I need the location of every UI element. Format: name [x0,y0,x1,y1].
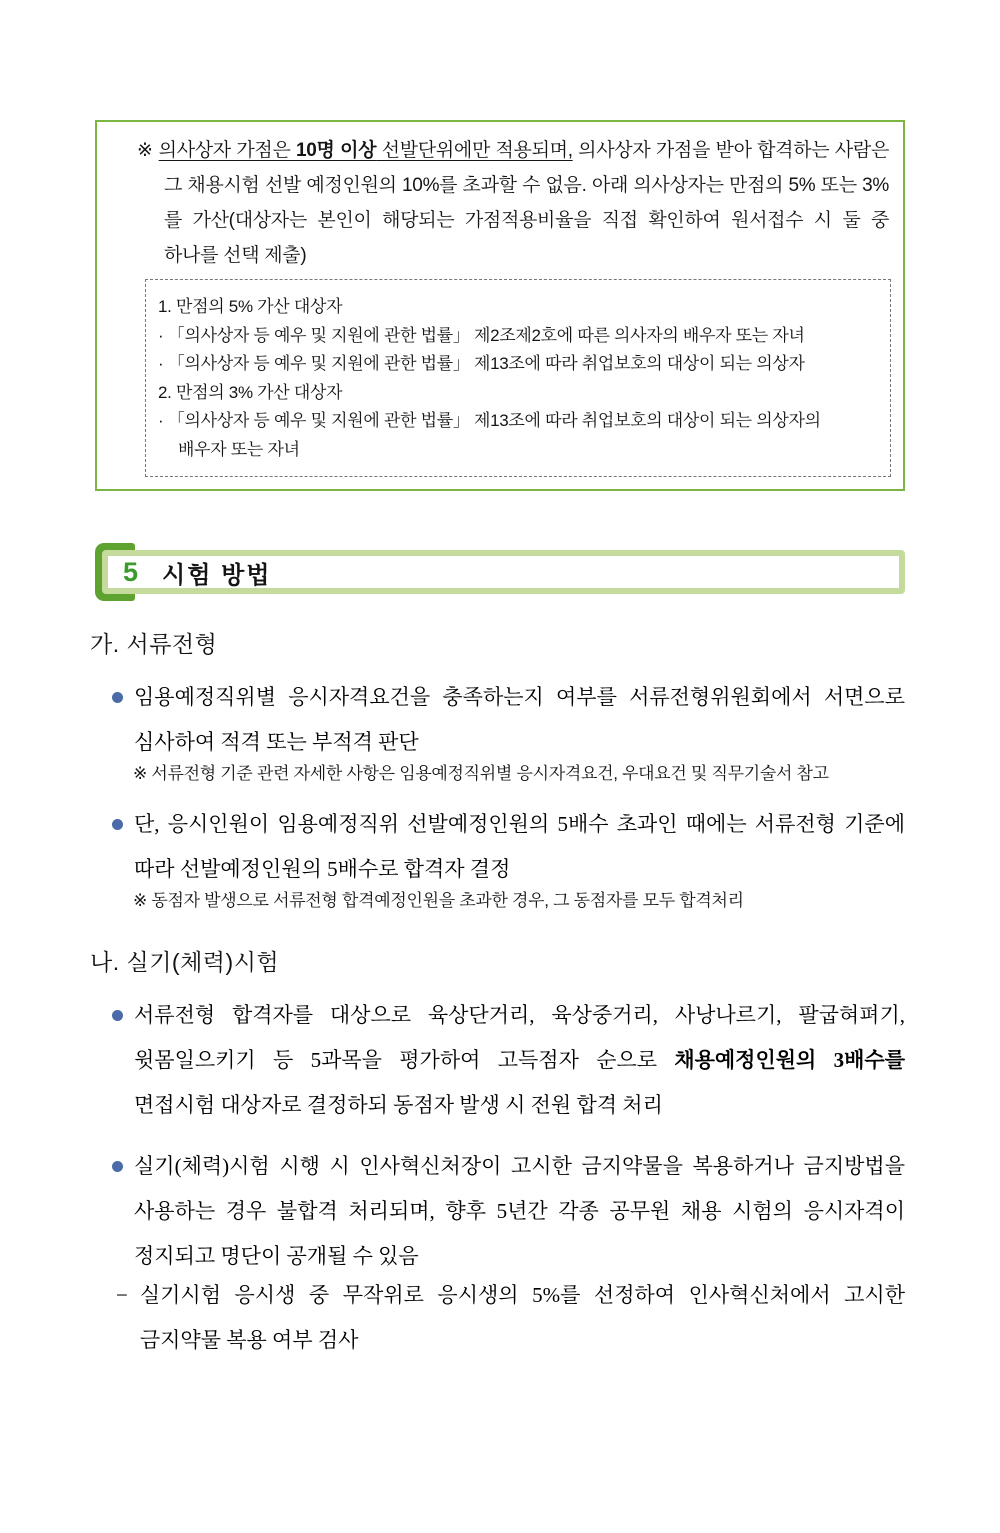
reference-note: ※ 동점자 발생으로 서류전형 합격예정인원을 초과한 경우, 그 동점자를 모두 합격처리 [133,891,744,910]
detail-line-4: 2. 만점의 3% 가산 대상자 [158,382,343,402]
underlined-text-tail: 선발단위에만 적용되며, [376,140,573,161]
detail-line-1: 1. 만점의 5% 가산 대상자 [158,297,343,316]
bullet-text-post: 면접시험 대상자로 결정하되 동점자 발생 시 전원 합격 처리 [134,1093,663,1117]
bullet-item [112,993,905,1128]
bullet-dot-icon [112,1010,123,1021]
detail-line-3: · 「의사상자 등 예우 및 지원에 관한 법률」 제13조에 따라 취업보호의 대상이 되는 의상자 [158,354,805,373]
dash-mark: − [116,1283,128,1307]
reference-mark: ※ [137,140,154,161]
underlined-bold-text: 10명 이상 [296,140,377,161]
bullet-item [112,1144,905,1279]
subsection-heading-physical-test: 나. 실기(체력)시험 [90,949,280,975]
bullet-text: 실기(체력)시험 시행 시 인사혁신처장이 고시한 금지약물을 복용하거나 금지방법을 사용하는 경우 불합격 처리되며, 향후 5년간 각종 공무원 채용 시험의 응시자격이 정지되고 명단이 공개될 수 있음 [134,1154,905,1268]
bullet-text: 임용예정직위별 응시자격요건을 충족하는지 여부를 서류전형위원회에서 서면으로 심사하여 적격 또는 부적격 판단 [134,685,905,754]
section-header [95,543,905,601]
bullet-text-bold: 채용예정인원의 3배수를 [674,1048,905,1072]
subsection-heading-document-screening: 가. 서류전형 [90,631,218,657]
bullet-dot-icon [112,1161,123,1172]
bullet-dot-icon [112,819,123,830]
detail-line-5: · 「의사상자 등 예우 및 지원에 관한 법률」 제13조에 따라 취업보호의 대상이 되는 의상자의 [158,411,821,430]
detail-line-6: 배우자 또는 자녀 [178,439,300,459]
bullet-text: 단, 응시인원이 임용예정직위 선발예정인원의 5배수 초과인 때에는 서류전형 기준에 따라 선발예정인원의 5배수로 합격자 결정 [134,812,905,881]
underlined-text: 의사상자 가점은 [158,140,296,161]
bullet-dot-icon [112,692,123,703]
dash-subitem-text: 실기시험 응시생 중 무작위로 응시생의 5%를 선정하여 인사혁신처에서 고시한 금지약물 복용 여부 검사 [139,1283,905,1352]
bullet-text [134,993,905,1128]
bonus-target-detail-box [145,279,891,477]
bullet-text-pre: 서류전형 합격자를 대상으로 육상단거리, 육상중거리, 사낭나르기, 팔굽혀펴기, 윗몸일으키기 등 5과목을 평가하여 고득점자 순으로 [134,1003,905,1072]
detail-line-2: · 「의사상자 등 예우 및 지원에 관한 법률」 제2조제2호에 따른 의사자의 배우자 또는 자녀 [158,325,805,345]
bullet-item [112,675,905,765]
section-number: 5 [123,556,139,587]
dash-subitem [116,1273,905,1363]
bullet-item [112,802,905,892]
reference-note: ※ 서류전형 기준 관련 자세한 사항은 임용예정직위별 응시자격요건, 우대요건 및 직무기술서 참고 [133,764,829,783]
paragraph-rest: 의사상자 가점을 받아 합격하는 사람은 그 채용시험 선발 예정인원의 10%를 초과할 수 없음. 아래 의사상자는 만점의 5% 또는 3%를 가산(대상자는 본인이 해당되는 가점적용비율을 직접 확인하여 원서접수 시 둘 중 하나를 선택 제출) [164,140,889,266]
section-title: 시험 방법 [162,561,272,589]
section-header-bar [102,550,905,594]
merit-bonus-notice-box [95,120,905,491]
merit-bonus-paragraph [137,133,893,273]
